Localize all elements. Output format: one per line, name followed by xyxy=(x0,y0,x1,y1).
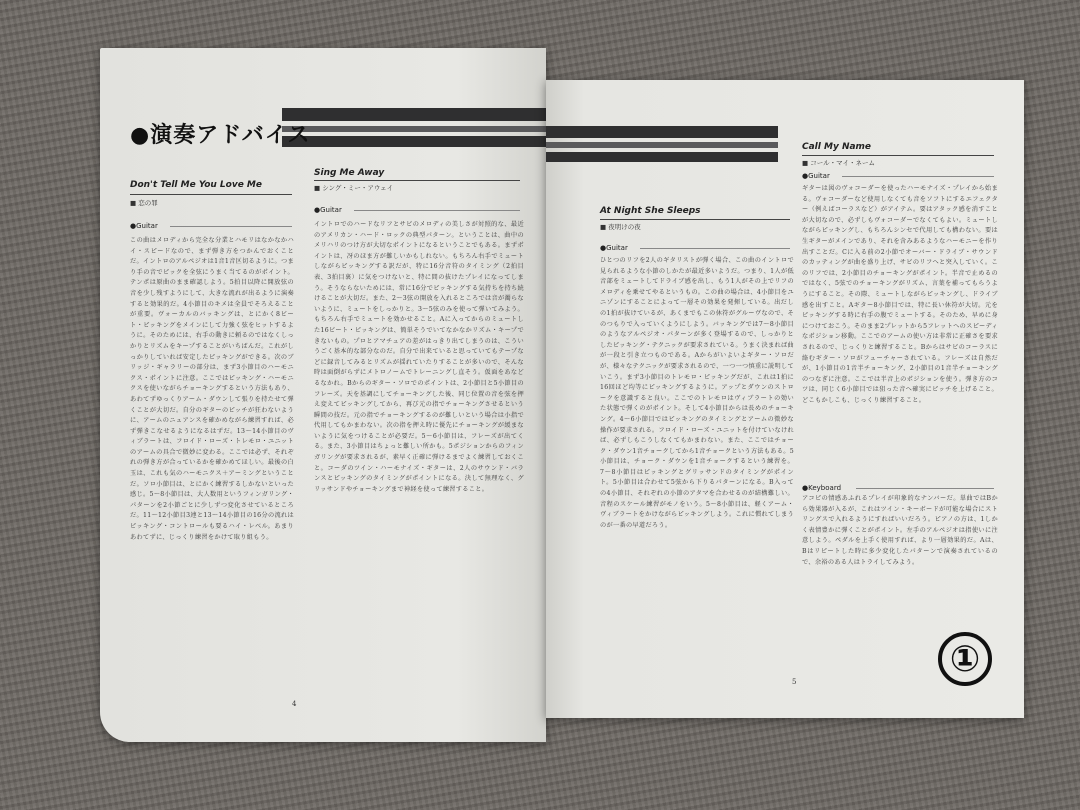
song-title-call-my-name: Call My Name xyxy=(802,142,872,152)
section-rule xyxy=(354,210,520,211)
song-subtitle: ■ 恋の罪 xyxy=(130,199,158,207)
section-label-keyboard: ●Keyboard xyxy=(802,484,842,492)
header-stripe-bottom xyxy=(282,136,546,147)
section-label-guitar: ●Guitar xyxy=(130,222,158,230)
section-rule xyxy=(856,488,994,489)
song-title-dont-tell-me: Don't Tell Me You Love Me xyxy=(130,180,262,190)
song-title-at-night-she-sleeps: At Night She Sleeps xyxy=(600,206,701,216)
keyboard-advice-text: アコピの情感あふれるプレイが印象的なナンバーだ。単曲ではBから効果器が入るが、これはツイン・キーボードが可能な場合にストリングスで入れるようにすればいいだろう。ピアノの方は、1しかく表情豊かに弾くことがポイント。左手のアルペジオは指使いに注意しよう。ペダルを上手く使用すれば、より一層効果的だ。Aは、Bはリピートした時に多少変化したパターンで演奏されているので、余裕のある人はトライしてみよう。 xyxy=(802,495,998,566)
left-page xyxy=(100,48,546,742)
song-title-rule xyxy=(600,219,790,220)
page-title: ●演奏アドバイス xyxy=(130,123,311,148)
song-title-rule xyxy=(130,194,292,195)
right-page xyxy=(546,80,1024,718)
advice-text: イントロでのハードなリフとサビのメロディの美しさが対照的な、最近のアメリカン・ハード・ロックの典型パターン。ということは、曲中のメリハリのつけ方が大切なポイントになるということでもある。まずポイントは、冴のほま方が難しいかもしれない。もちろん右手でミュートしながらピッキングする訳だが、特に16分音符のタイミング（2拍目表、3拍目裏）に気をつけないと、特に間の抜けたプレイになってしまう。そうならないためには、常に16分でピッキングする気持ちを持ち続けることが大切だ。また、2〜3弦の開放を入れるところでは音が濁らないように、ミュートをしっかりと。3〜5弦のみを使って弾いてみよう。もちろん右手でミュートを効かせること。Aに入ってからのミュートした16ビート・ピッキングは、簡単そうでいてなかなかリズム・キープできないもの。プロとアマチュアの差がはっきり出てしまうのは、こういうごく基本的な部分なのだ。自分で出来ていると思っていてもテープなどに録音してみるとリズムが揺れていたりすることが多いので、そんな時は面倒がらずにメトロノームでトレーニングし直そう。仮面をあなどるなかれ。Bからのギター・ソロでのポイントは、2小節目と5小節目のフレーズ。天を基調にしてチョーキングした後、同じ位置の音を弦を押え変えてピッキングしてから、再び元の指でチョーキングさせるという瞬間の技だ。元の指でチョーキングするのが難しいという場合は小指で代用してもかまわない。次の指を押え時に優先にチョーキングが緩まないように気をつけることが必要だ。5〜6小節目は、フレーズが出てくる。また、3小節目はちょっと難しい所かも。5ポジションからのフィンガリングが要求されるが、素早く正確に弾けるまでよく練習しておくこと。コーダのツイン・ハーモナイズ・ギターは、2人のサウンド・バランスとピッキングのタイミングがポイントになる。決して無理なく、グリッサンドやチョーキングまで神経を使って練習すること。 xyxy=(314,221,524,493)
advice-text: ひとつのリフを2人のギタリストが弾く場合、この曲のイントロで見られるような小節のしかたが最近多いようだ。つまり、1人が低音部をミュートしてドライブ感を出し、もう1人がその上でリフのメロディを乗せてやるというもの。この曲の場合は、4小節目をユニゾンにすることによって一層その効果を発揮している。出だしの1拍が抜けているが、あくまでもこの休符がグルーヴなので、そのつもりで入っていくようにしよう。バッキングでは7〜8小節目のようなアルペジオ・パターンが多く登場するので、しっかりとしたピッキング・テクニックが要求されている。うまく決まれば曲が一段と引き立つものである。Aからがいよいよギター・ソロだが、様々なテクニックが要求されるので、一つ一つ慎重に説明していこう。まず3小節目のトレモロ・ピッキングだが、これは1拍に16回ほど均等にピッキングするように。アップとダウンのストロークを意識すると良い。ここでのトレモロはヴィブラートの効いた状態で弾くのがポイント。そして4小節目からは長めのチョーキング。4〜6小節目ではピッキングのタイミングとアームの微妙な操作が要求される。フロイド・ローズ・ユニットを付けていなければ、必ずしもこうしなくてもかまわない。また、ここではチョーク・ダウン1音チョークしてから1音チョークという方法もある。5小節目は、チョーク・ダウンを1音チョークするという練習を。7〜8小節目はピッキングとグリッサンドのタイミングがポイント。5小節目は合わせて5弦から下りるパターンになる。B入っての4小節目、それぞれの小節のアタマを合わせるのが結構難しい。音程のスケール練習がモノをいう。5〜8小節目は、軽くアーム・ヴィブラートをかけながらピッキングしよう。これに慣れてしまうのが一番の早道だろう。 xyxy=(600,257,794,529)
song-subtitle: ■ シング・ミー・アウェイ xyxy=(314,184,394,192)
section-label-guitar: ●Guitar xyxy=(314,206,342,214)
page-number: 5 xyxy=(792,678,797,686)
section-rule xyxy=(640,248,790,249)
song-title-rule xyxy=(802,155,994,156)
song-subtitle: ■ 夜明けの夜 xyxy=(600,223,641,231)
header-stripe-mid xyxy=(282,126,546,132)
header-stripe-top xyxy=(546,126,778,138)
section-rule xyxy=(842,176,994,177)
song-title-sing-me-away: Sing Me Away xyxy=(314,168,385,178)
page-badge: ① xyxy=(938,632,992,686)
page-number: 4 xyxy=(292,700,297,708)
song-title-rule xyxy=(314,180,520,181)
song-subtitle: ■ コール・マイ・ネーム xyxy=(802,159,875,167)
section-rule xyxy=(170,226,292,227)
section-label-guitar: ●Guitar xyxy=(802,172,830,180)
advice-text: この曲はメロディから完全な分業とハモリはなかなかハイ・スピードなので、まず弾き方をつかんでおくことだ。イントロのアルペジオは1音1音区切るように。つまり手の音でピックを全弦にうまく当てるのがポイント。テンポは原曲のまま確認しよう。5拍目以降に開放弦の音を少し残すようにして、大きな流れが出るように演奏すると効果的だ。4小節目のキメは全員でそろえることが重要。ヴォーカルのバッキングは、とにかく8ビート・ピッキングをメインにして力強く弦をヒットするように。そのためには、右手の動きに頼るのではなくしっかりとリズムをキープすることがいちばんだ。これがしっかりしていれば安定したピッキングができる。次のブリッジ・ギャラリーの部分は、まず3小節目のハーモニクス・ポイントに注意。ここではピッキング・ハーモニクスを使いながらチョーキングするという方法もあり、あわてずゆっくりアーム・ダウンして張りを持たせて弾くことが大切だ。自分のギターのピッチが狂わないように、アームのニュアンスを確かめながら練習すれば、必ず弾きこなせるようになるはずだ。13〜14小節目のヴィブラートは、フロイド・ローズ・トレモロ・ユニットのアームの具合で微妙に変わる。ここでは必ず、それぞれの弾き方が合っているかを確かめてほしい。最後の白玉は、これも気のハーモニクス＋アーミングということだ。ソロ小節目は、とにかく練習するしかないといった感じ。5〜8小節目は、大人数用というフィンガリング・パターンを2小節ごとに少しずつ変化させているところだ。11〜12小節目3連と13〜14小節目の16分の流れはピッキング・コントロールも要るハイ・レベル。あまりあわてずに、じっくり練習をかけて取り組もう。 xyxy=(130,237,294,541)
header-stripe-bottom xyxy=(546,152,778,162)
header-stripe-mid xyxy=(546,142,778,148)
header-stripe-top xyxy=(282,108,546,121)
advice-text: ギターは図のヴォコーダーを使ったハーモナイズ・プレイから始まる。ヴォコーダーなど使用しなくても音をソフトにするエフェクター（例えばコーラスなど）がアイテム。要はアタック感を消すことが大切なので、必ずしもヴォコーダーでなくてもよい。ミュートしながらピッキングし、もちろんシンセで代用しても構わない。要は生ギターがメインであり、それを含みあるようなハーモニーを作り出すことだ。Cに入る前の2小節でオーバー・ドライブ・サウンドのカッティングが曲を盛り上げ、サビのリフへと突入していく。このリフでは、2小節目のチョーキングがポイント。半音で止めるのではなく、5弦でのチョーキングがリズム、言葉を補ってもらうようにすること。その際、ミュートしながらピッキングし、ドライブ感を出すこと。Aギター8小節目では、特に長い休符が大切。元をピッキングする時に右手の腹でミュートする。そのため、早めに身につけておこう。そのまま2プレットから5フレットへのスピーディなポジション移動。ここでのアームの使い方は非常に正確さを要求されるので、じっくりと練習すること。Bからはサビのコーラスに絡むギター・ソロがフューチャーされている。フレーズは自然だが、1小節目の1音半チョーキング、2小節目の1音半チョーキングのつなぎに注意。ここでは半音上のポジションを使う。弾き方のコツは、同じく6小節目では狙った音へ確実にピッチを上げること。どこもかしこも、じっくり練習すること。 xyxy=(802,185,998,404)
section-label-guitar: ●Guitar xyxy=(600,244,628,252)
